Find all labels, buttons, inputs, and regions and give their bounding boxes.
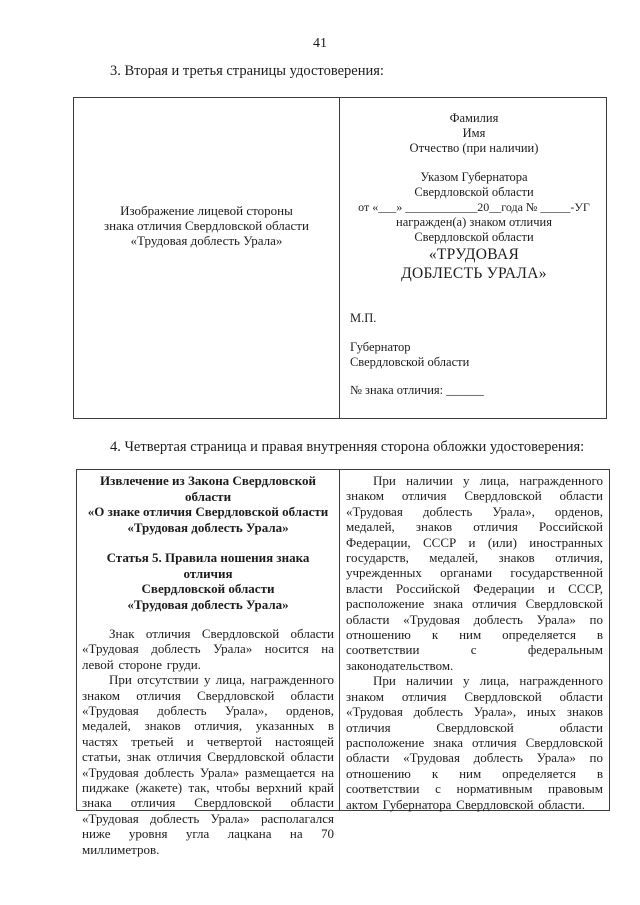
article-5-heading-line: Свердловской области bbox=[141, 581, 275, 596]
law-extract-spread-table bbox=[76, 469, 610, 857]
signatory-line: Губернатор bbox=[349, 340, 411, 354]
law-paragraph: При отсутствии у лица, награжденного знаком отличия Свердловской области «Трудовая доблесть Урала», орденов, медалей, знаков отличия, указанных в частях третьей и четвертой настоящей статьи, знак отличия Свердловской области «Трудовая доблесть Урала» размещается на пиджаке (жакете) так, чтобы верхний край знака отличия Свердловской области «Трудовая доблесть Урала» располагался ниже уровня угла лацкана на 70 миллиметров. bbox=[82, 672, 335, 857]
law-paragraph: При наличии у лица, награжденного знаком отличия Свердловской области «Трудовая доблесть Урала», иных знаков отличия Свердловской области расположение знака отличия Свердловской области «Трудовая доблесть Урала» по отношению к ним определяется в соответствии с нормативным правовым актом Губернатора Свердловской области. bbox=[346, 673, 603, 812]
law-extract-heading-line: «О знаке отличия Свердловской области bbox=[87, 504, 329, 519]
law-paragraph: При наличии у лица, награжденного знаком отличия Свердловской области «Трудовая доблесть Урала», орденов, медалей, знаков отличия Российской Федерации, СССР и (или) иностранных государств, медалей, знаков отличия, учрежденных органами государственной власти Российской Федерации и СССР, расположение знака отличия Свердловской области «Трудовая доблесть Урала» по отношению к ним определяется в соответствии с федеральным законодательством. bbox=[346, 473, 603, 673]
decree-line: награжден(а) знаком отличия bbox=[396, 215, 552, 229]
section-heading-3: 3. Вторая и третья страницы удостоверения: bbox=[110, 63, 384, 79]
article-5-heading-line: Статья 5. Правила ношения знака отличия bbox=[106, 550, 310, 581]
first-name-line: Имя bbox=[462, 126, 486, 140]
law-paragraph: Знак отличия Свердловской области «Трудовая доблесть Урала» носится на левой стороне груди. bbox=[82, 626, 335, 672]
award-title-line: «ТРУДОВАЯ bbox=[428, 246, 520, 263]
certificate-spread-table bbox=[73, 97, 607, 419]
badge-image-caption-line: знака отличия Свердловской области bbox=[104, 218, 309, 234]
law-right-page-cell bbox=[340, 470, 609, 810]
article-5-heading-line: «Трудовая доблесть Урала» bbox=[127, 596, 289, 612]
patronymic-line: Отчество (при наличии) bbox=[409, 141, 539, 155]
badge-image-caption-line: «Трудовая доблесть Урала» bbox=[130, 233, 283, 249]
law-left-page-cell bbox=[77, 470, 340, 857]
page-number: 41 bbox=[313, 36, 327, 51]
decree-line: Указом Губернатора bbox=[420, 170, 528, 184]
award-title-line: ДОБЛЕСТЬ УРАЛА» bbox=[401, 265, 547, 282]
decree-line: Свердловской области bbox=[414, 230, 534, 244]
law-extract-heading-line: «Трудовая доблесть Урала» bbox=[127, 519, 289, 535]
decree-line: Свердловской области bbox=[414, 185, 534, 199]
signatory-line: Свердловской области bbox=[349, 355, 470, 369]
badge-image-caption-line: Изображение лицевой стороны bbox=[120, 203, 293, 218]
law-extract-heading bbox=[82, 473, 334, 535]
article-5-heading bbox=[82, 550, 334, 612]
decree-date-number-line: от «___» ____________20__года № _____-УГ bbox=[358, 200, 590, 214]
seal-mark: М.П. bbox=[349, 311, 377, 325]
badge-number-line: № знака отличия: ______ bbox=[349, 383, 484, 397]
certificate-right-page-cell bbox=[340, 98, 606, 418]
certificate-left-page-cell bbox=[74, 98, 340, 418]
surname-line: Фамилия bbox=[449, 111, 499, 125]
section-heading-4: 4. Четвертая страница и правая внутренняя сторона обложки удостоверения: bbox=[110, 439, 585, 455]
signatory-block bbox=[350, 340, 598, 370]
law-extract-heading-line: Извлечение из Закона Свердловской области bbox=[100, 473, 316, 504]
award-title bbox=[350, 245, 598, 283]
